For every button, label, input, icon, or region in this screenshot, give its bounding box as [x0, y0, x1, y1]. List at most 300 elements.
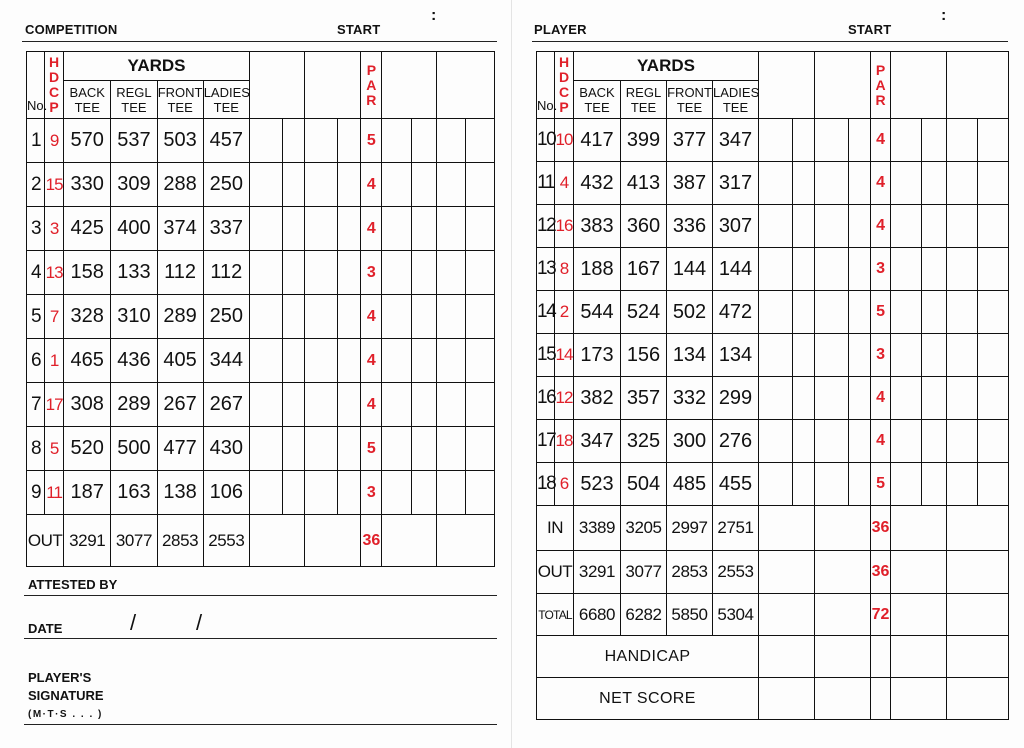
score-cell[interactable]: [436, 471, 465, 515]
score-cell[interactable]: [947, 420, 978, 463]
hole-handicap: 7: [45, 295, 64, 339]
hole-row: [27, 207, 495, 251]
score-cell[interactable]: [249, 295, 282, 339]
front-tee-yards: 332: [667, 377, 713, 420]
score-subcell[interactable]: [922, 463, 947, 506]
score-subcell[interactable]: [978, 162, 1009, 205]
score-cell[interactable]: [305, 383, 338, 427]
score-subcell[interactable]: [283, 295, 305, 339]
score-subcell[interactable]: [793, 420, 815, 463]
ladies-tee-yards: 134: [713, 334, 759, 377]
total-regl: 6282: [621, 594, 667, 636]
out-ladies: 2553: [203, 515, 249, 567]
hole-number: 16: [537, 377, 555, 420]
score-cell[interactable]: [759, 551, 815, 594]
score-cell[interactable]: [759, 205, 793, 248]
score-cell[interactable]: [759, 506, 815, 551]
score-subcell[interactable]: [922, 291, 947, 334]
ladies-tee-yards: 307: [713, 205, 759, 248]
hole-par: 4: [361, 339, 382, 383]
score-subcell[interactable]: [978, 463, 1009, 506]
score-cell[interactable]: [815, 594, 871, 636]
score-cell[interactable]: [947, 119, 978, 162]
score-cell[interactable]: [436, 515, 494, 567]
score-col-1[interactable]: [759, 52, 815, 119]
score-subcell[interactable]: [793, 334, 815, 377]
score-cell[interactable]: [436, 163, 465, 207]
player-label: PLAYER: [534, 22, 587, 37]
hole-handicap: 9: [45, 119, 64, 163]
ladies-tee-yards: 472: [713, 291, 759, 334]
score-subcell[interactable]: [338, 471, 361, 515]
score-subcell[interactable]: [922, 205, 947, 248]
score-cell[interactable]: [815, 506, 871, 551]
score-col-3[interactable]: [891, 52, 947, 119]
score-cell[interactable]: [436, 383, 465, 427]
front-tee-yards: 300: [667, 420, 713, 463]
score-subcell[interactable]: [922, 162, 947, 205]
score-subcell[interactable]: [465, 427, 494, 471]
score-subcell[interactable]: [978, 377, 1009, 420]
score-subcell[interactable]: [849, 119, 871, 162]
score-subcell[interactable]: [283, 207, 305, 251]
score-cell[interactable]: [815, 291, 849, 334]
score-cell[interactable]: [947, 678, 1009, 720]
regl-tee-yards: 167: [621, 248, 667, 291]
handicap-label: HANDICAP: [537, 636, 759, 678]
score-cell[interactable]: [947, 594, 1009, 636]
score-subcell[interactable]: [338, 339, 361, 383]
score-cell[interactable]: [891, 119, 922, 162]
score-subcell[interactable]: [411, 119, 436, 163]
score-subcell[interactable]: [849, 205, 871, 248]
regl-tee-yards: 524: [621, 291, 667, 334]
score-cell[interactable]: [759, 334, 793, 377]
score-cell[interactable]: [891, 506, 947, 551]
score-cell[interactable]: [815, 678, 871, 720]
score-subcell[interactable]: [793, 205, 815, 248]
score-cell[interactable]: [815, 162, 849, 205]
score-cell[interactable]: [382, 119, 411, 163]
score-cell[interactable]: [891, 291, 922, 334]
hole-par: 3: [361, 251, 382, 295]
score-subcell[interactable]: [793, 291, 815, 334]
hole-number: 5: [27, 295, 45, 339]
score-cell[interactable]: [249, 163, 282, 207]
front-tee-header: FRONT TEE: [667, 81, 713, 119]
back-tee-yards: 520: [64, 427, 111, 471]
back-tee-yards: 382: [574, 377, 621, 420]
regl-tee-header: REGL TEE: [111, 81, 157, 119]
score-subcell[interactable]: [411, 251, 436, 295]
back-tee-yards: 570: [64, 119, 111, 163]
regl-tee-yards: 156: [621, 334, 667, 377]
score-subcell[interactable]: [978, 119, 1009, 162]
ladies-tee-yards: 144: [713, 248, 759, 291]
hole-handicap: 11: [45, 471, 64, 515]
score-cell[interactable]: [815, 551, 871, 594]
score-subcell[interactable]: [922, 334, 947, 377]
score-subcell[interactable]: [411, 471, 436, 515]
score-cell[interactable]: [891, 377, 922, 420]
front-tee-yards: 144: [667, 248, 713, 291]
score-cell[interactable]: [815, 463, 849, 506]
score-subcell[interactable]: [793, 162, 815, 205]
out-regl: 3077: [621, 551, 667, 594]
score-cell[interactable]: [759, 291, 793, 334]
out-row: [537, 551, 1009, 594]
ladies-tee-yards: 430: [203, 427, 249, 471]
out-ladies: 2553: [713, 551, 759, 594]
score-subcell[interactable]: [793, 463, 815, 506]
hole-row: [27, 471, 495, 515]
score-cell[interactable]: [947, 291, 978, 334]
players-label: PLAYER'S: [28, 670, 92, 685]
total-ladies: 5304: [713, 594, 759, 636]
score-cell[interactable]: [382, 427, 411, 471]
back-tee-yards: 328: [64, 295, 111, 339]
score-col-1[interactable]: [249, 52, 304, 119]
score-subcell[interactable]: [411, 383, 436, 427]
in-par: 36: [871, 506, 891, 551]
score-subcell[interactable]: [465, 119, 494, 163]
score-cell[interactable]: [249, 207, 282, 251]
score-cell[interactable]: [249, 427, 282, 471]
hole-handicap: 16: [555, 205, 574, 248]
regl-tee-yards: 357: [621, 377, 667, 420]
score-cell[interactable]: [436, 295, 465, 339]
score-cell[interactable]: [891, 678, 947, 720]
regl-tee-yards: 133: [111, 251, 157, 295]
score-col-3[interactable]: [382, 52, 436, 119]
score-subcell[interactable]: [465, 471, 494, 515]
score-subcell[interactable]: [793, 248, 815, 291]
score-cell[interactable]: [305, 295, 338, 339]
score-subcell[interactable]: [338, 295, 361, 339]
score-subcell[interactable]: [978, 334, 1009, 377]
score-cell[interactable]: [759, 678, 815, 720]
back-tee-yards: 158: [64, 251, 111, 295]
ladies-tee-yards: 250: [203, 163, 249, 207]
score-subcell[interactable]: [338, 427, 361, 471]
regl-tee-yards: 399: [621, 119, 667, 162]
score-cell[interactable]: [947, 377, 978, 420]
score-cell[interactable]: [947, 636, 1009, 678]
back-nine-scorecard: [536, 51, 1009, 720]
in-row: [537, 506, 1009, 551]
score-cell[interactable]: [815, 205, 849, 248]
score-cell[interactable]: [249, 251, 282, 295]
score-cell[interactable]: [947, 334, 978, 377]
score-cell[interactable]: [305, 515, 361, 567]
score-subcell[interactable]: [283, 251, 305, 295]
score-cell[interactable]: [436, 427, 465, 471]
score-subcell[interactable]: [465, 339, 494, 383]
back-tee-yards: 523: [574, 463, 621, 506]
score-cell[interactable]: [436, 251, 465, 295]
back-tee-header: BACK TEE: [64, 81, 111, 119]
score-subcell[interactable]: [283, 383, 305, 427]
score-cell[interactable]: [947, 162, 978, 205]
score-cell[interactable]: [249, 119, 282, 163]
score-cell[interactable]: [815, 119, 849, 162]
score-subcell[interactable]: [849, 248, 871, 291]
score-col-2[interactable]: [815, 52, 871, 119]
hole-par: 4: [871, 420, 891, 463]
score-cell[interactable]: [815, 334, 849, 377]
score-cell[interactable]: [382, 515, 436, 567]
score-cell[interactable]: [382, 163, 411, 207]
score-cell[interactable]: [891, 463, 922, 506]
front-tee-yards: 405: [157, 339, 203, 383]
in-ladies: 2751: [713, 506, 759, 551]
ladies-tee-yards: 337: [203, 207, 249, 251]
hole-row: [537, 463, 1009, 506]
hole-number: 8: [27, 427, 45, 471]
score-cell[interactable]: [759, 420, 793, 463]
score-cell[interactable]: [891, 334, 922, 377]
total-row: [537, 594, 1009, 636]
par-header: P A R: [871, 52, 891, 119]
score-cell[interactable]: [815, 248, 849, 291]
score-cell[interactable]: [382, 339, 411, 383]
score-cell[interactable]: [891, 205, 922, 248]
score-subcell[interactable]: [338, 207, 361, 251]
start-colon: :: [941, 7, 947, 24]
score-cell[interactable]: [947, 205, 978, 248]
score-subcell[interactable]: [978, 291, 1009, 334]
score-cell[interactable]: [305, 119, 338, 163]
front-tee-yards: 387: [667, 162, 713, 205]
score-subcell[interactable]: [849, 162, 871, 205]
ladies-tee-yards: 112: [203, 251, 249, 295]
hole-par: 5: [871, 291, 891, 334]
score-subcell[interactable]: [465, 383, 494, 427]
score-subcell[interactable]: [922, 377, 947, 420]
score-cell[interactable]: [382, 251, 411, 295]
score-cell[interactable]: [815, 377, 849, 420]
hole-number: 2: [27, 163, 45, 207]
score-subcell[interactable]: [922, 119, 947, 162]
front-tee-yards: 377: [667, 119, 713, 162]
score-cell[interactable]: [382, 295, 411, 339]
front-tee-yards: 138: [157, 471, 203, 515]
score-subcell[interactable]: [465, 251, 494, 295]
score-col-4[interactable]: [947, 52, 1009, 119]
score-cell[interactable]: [947, 248, 978, 291]
date-line[interactable]: [24, 638, 497, 639]
par-blank: [871, 636, 891, 678]
regl-tee-yards: 163: [111, 471, 157, 515]
signature-label: SIGNATURE: [28, 688, 104, 703]
score-cell[interactable]: [759, 162, 793, 205]
out-par: 36: [871, 551, 891, 594]
score-cell[interactable]: [305, 163, 338, 207]
score-cell[interactable]: [436, 339, 465, 383]
score-subcell[interactable]: [793, 377, 815, 420]
back-tee-yards: 330: [64, 163, 111, 207]
regl-tee-yards: 413: [621, 162, 667, 205]
hole-par: 3: [361, 471, 382, 515]
score-cell[interactable]: [249, 339, 282, 383]
score-subcell[interactable]: [978, 420, 1009, 463]
ladies-tee-yards: 276: [713, 420, 759, 463]
score-subcell[interactable]: [283, 119, 305, 163]
score-subcell[interactable]: [849, 463, 871, 506]
score-cell[interactable]: [305, 207, 338, 251]
hole-number: 9: [27, 471, 45, 515]
front-tee-yards: 289: [157, 295, 203, 339]
score-cell[interactable]: [759, 377, 793, 420]
out-back: 3291: [574, 551, 621, 594]
hole-row: [537, 291, 1009, 334]
score-subcell[interactable]: [922, 248, 947, 291]
out-label: OUT: [537, 551, 574, 594]
hole-number: 18: [537, 463, 555, 506]
signature-line[interactable]: [24, 724, 497, 725]
out-regl: 3077: [111, 515, 157, 567]
back-tee-yards: 308: [64, 383, 111, 427]
score-subcell[interactable]: [411, 295, 436, 339]
hole-row: [27, 295, 495, 339]
score-subcell[interactable]: [978, 248, 1009, 291]
score-subcell[interactable]: [793, 119, 815, 162]
front-tee-yards: 134: [667, 334, 713, 377]
score-cell[interactable]: [305, 471, 338, 515]
hole-row: [537, 377, 1009, 420]
score-cell[interactable]: [436, 119, 465, 163]
score-cell[interactable]: [305, 251, 338, 295]
hole-number: 4: [27, 251, 45, 295]
score-cell[interactable]: [305, 427, 338, 471]
score-subcell[interactable]: [338, 119, 361, 163]
total-back: 6680: [574, 594, 621, 636]
score-cell[interactable]: [759, 636, 815, 678]
score-cell[interactable]: [249, 471, 282, 515]
ladies-tee-yards: 317: [713, 162, 759, 205]
in-regl: 3205: [621, 506, 667, 551]
back-tee-yards: 347: [574, 420, 621, 463]
score-cell[interactable]: [891, 248, 922, 291]
hole-par: 5: [871, 463, 891, 506]
score-cell[interactable]: [305, 339, 338, 383]
score-subcell[interactable]: [338, 383, 361, 427]
hole-par: 4: [361, 163, 382, 207]
in-label: IN: [537, 506, 574, 551]
back-tee-yards: 187: [64, 471, 111, 515]
score-subcell[interactable]: [283, 471, 305, 515]
hole-handicap: 5: [45, 427, 64, 471]
hdcp-header: H D C P: [555, 52, 574, 119]
out-par: 36: [361, 515, 382, 567]
hole-row: [537, 162, 1009, 205]
no-header: No.: [27, 52, 45, 119]
score-cell[interactable]: [759, 248, 793, 291]
score-subcell[interactable]: [283, 163, 305, 207]
score-cell[interactable]: [436, 207, 465, 251]
hole-row: [27, 339, 495, 383]
score-col-4[interactable]: [436, 52, 494, 119]
hole-number: 14: [537, 291, 555, 334]
score-subcell[interactable]: [465, 163, 494, 207]
score-cell[interactable]: [759, 463, 793, 506]
hole-handicap: 15: [45, 163, 64, 207]
score-subcell[interactable]: [283, 339, 305, 383]
score-cell[interactable]: [891, 594, 947, 636]
score-subcell[interactable]: [922, 420, 947, 463]
score-subcell[interactable]: [849, 291, 871, 334]
score-subcell[interactable]: [411, 339, 436, 383]
score-cell[interactable]: [382, 207, 411, 251]
regl-tee-yards: 436: [111, 339, 157, 383]
back-tee-header: BACK TEE: [574, 81, 621, 119]
ladies-tee-yards: 250: [203, 295, 249, 339]
score-cell[interactable]: [815, 420, 849, 463]
score-cell[interactable]: [382, 471, 411, 515]
score-cell[interactable]: [382, 383, 411, 427]
total-label: TOTAL: [537, 594, 574, 636]
score-cell[interactable]: [891, 162, 922, 205]
regl-tee-yards: 289: [111, 383, 157, 427]
score-subcell[interactable]: [465, 207, 494, 251]
in-back: 3389: [574, 506, 621, 551]
ladies-tee-yards: 455: [713, 463, 759, 506]
mts-note: (M·T·S . . . ): [28, 709, 103, 720]
score-cell[interactable]: [947, 463, 978, 506]
score-cell[interactable]: [759, 119, 793, 162]
attested-by-line[interactable]: [24, 595, 497, 596]
out-front: 2853: [157, 515, 203, 567]
score-subcell[interactable]: [849, 377, 871, 420]
score-subcell[interactable]: [338, 163, 361, 207]
score-cell[interactable]: [815, 636, 871, 678]
back-nine-page: [512, 0, 1024, 748]
score-subcell[interactable]: [338, 251, 361, 295]
score-subcell[interactable]: [283, 427, 305, 471]
hdcp-header: H D C P: [45, 52, 64, 119]
start-colon: :: [431, 7, 437, 24]
date-slash-1: /: [130, 610, 137, 635]
score-cell[interactable]: [891, 551, 947, 594]
score-subcell[interactable]: [411, 427, 436, 471]
ladies-tee-yards: 457: [203, 119, 249, 163]
score-cell[interactable]: [947, 506, 1009, 551]
score-col-2[interactable]: [305, 52, 361, 119]
front-tee-yards: 477: [157, 427, 203, 471]
regl-tee-yards: 400: [111, 207, 157, 251]
front-tee-yards: 336: [667, 205, 713, 248]
score-subcell[interactable]: [849, 334, 871, 377]
score-cell[interactable]: [891, 420, 922, 463]
score-subcell[interactable]: [465, 295, 494, 339]
out-front: 2853: [667, 551, 713, 594]
score-subcell[interactable]: [849, 420, 871, 463]
hole-number: 17: [537, 420, 555, 463]
score-subcell[interactable]: [411, 163, 436, 207]
regl-tee-header: REGL TEE: [621, 81, 667, 119]
score-cell[interactable]: [947, 551, 1009, 594]
header-rule: [532, 41, 1008, 42]
score-cell[interactable]: [249, 515, 304, 567]
score-cell[interactable]: [891, 636, 947, 678]
front-tee-yards: 267: [157, 383, 203, 427]
hole-handicap: 12: [555, 377, 574, 420]
front-tee-yards: 485: [667, 463, 713, 506]
score-cell[interactable]: [249, 383, 282, 427]
score-subcell[interactable]: [978, 205, 1009, 248]
score-subcell[interactable]: [411, 207, 436, 251]
score-cell[interactable]: [759, 594, 815, 636]
